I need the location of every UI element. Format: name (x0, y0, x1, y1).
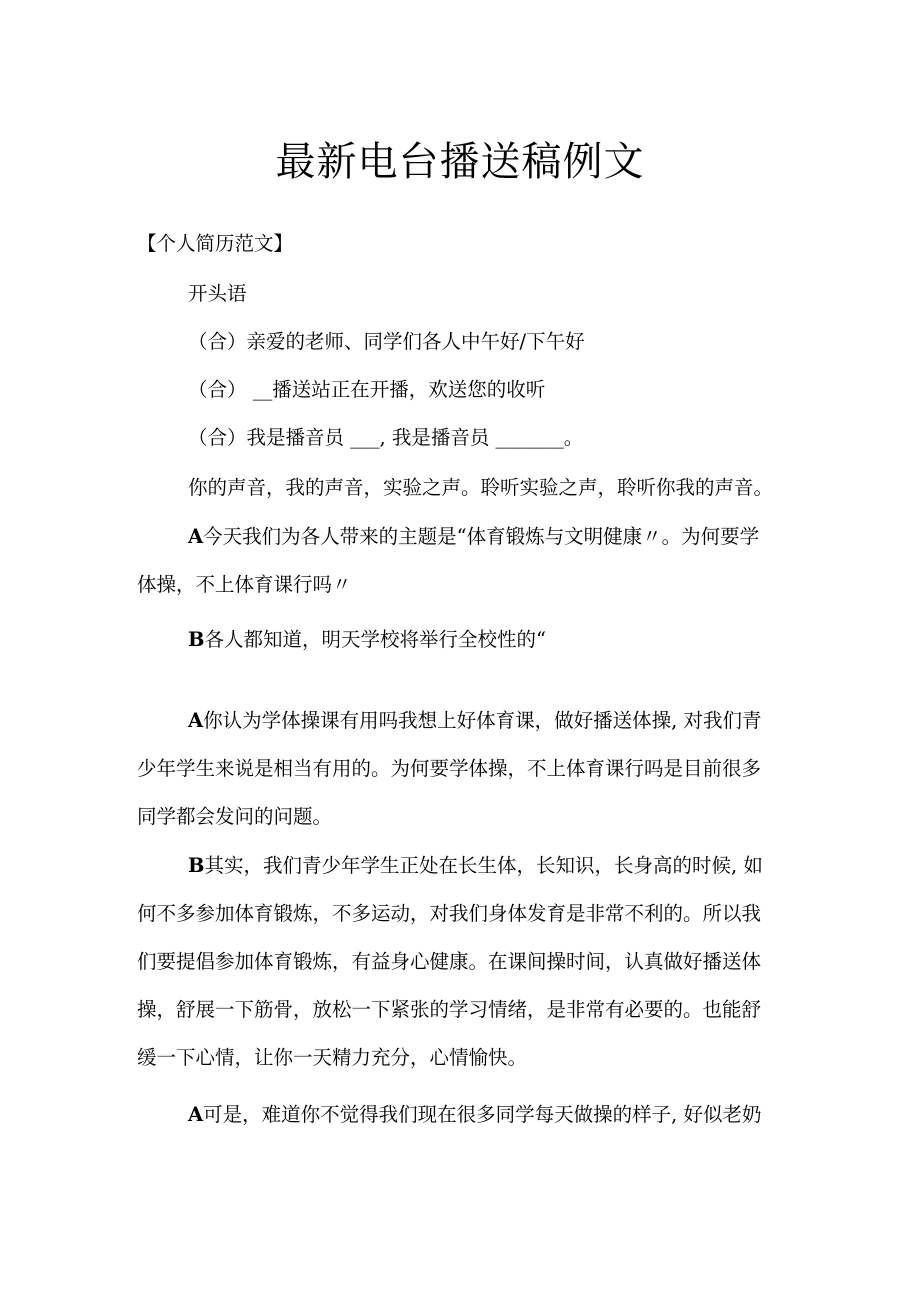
paragraph-text: 可是，难道你不觉得我们现在很多同学每天做操的样子, 好似老奶 (203, 1103, 762, 1126)
paragraph-text: 各人都知道，明天学校将举行全校性的“ (204, 628, 546, 651)
opening-heading: 开头语 (188, 282, 247, 305)
speaker-label: B (188, 628, 205, 651)
paragraph-3-first-line (188, 706, 762, 736)
paragraph-text: 其实，我们青少年学生正处在长生体，长知识，长身高的时候, 如 (204, 854, 763, 877)
opening-line-1: （合）亲爱的老师、同学们各人中午好/下午好 (188, 330, 585, 353)
paragraph-4-line-3: 们要提倡参加体育锻炼，有益身心健康。在课间操时间，认真做好播送体 (137, 950, 762, 973)
paragraph-3-line-2: 少年学生来说是相当有用的。为何要学体操，不上体育课行吗是目前很多 (137, 757, 762, 780)
opening-line-4: 你的声音，我的声音，实验之声。聆听实验之声，聆听你我的声音。 (188, 476, 774, 499)
speaker-label: A (188, 709, 204, 732)
opening-line-3: （合）我是播音员 ___, 我是播音员 _______。 (188, 426, 584, 449)
page-title: 最新电台播送稿例文 (275, 139, 645, 185)
paragraph-4-line-4: 操，舒展一下筋骨，放松一下紧张的学习情绪，是非常有必要的。也能舒 (137, 998, 762, 1021)
speaker-label: A (188, 525, 204, 548)
paragraph-1-first-line (188, 522, 759, 552)
speaker-label: B (188, 854, 205, 877)
paragraph-3-line-3: 同学都会发问的问题。 (137, 805, 333, 828)
paragraph-1-line-2: 体操，不上体育课行吗〃 (137, 573, 352, 596)
paragraph-4-line-2: 何不多参加体育锻炼，不多运动，对我们身体发育是非常不利的。所以我 (137, 902, 762, 925)
speaker-label: A (188, 1103, 204, 1126)
paragraph-4-line-5: 缓一下心情，让你一天精力充分，心情愉快。 (137, 1046, 528, 1069)
paragraph-2-first-line (188, 625, 546, 655)
paragraph-text: 你认为学体操课有用吗我想上好体育课，做好播送体操, 对我们青 (203, 709, 762, 732)
section-label: 【个人简历范文】 (137, 232, 294, 255)
paragraph-text: 今天我们为各人带来的主题是“体育锻炼与文明健康〃。为何要学 (203, 525, 760, 548)
paragraph-4-first-line (188, 851, 763, 881)
paragraph-5-first-line (188, 1100, 762, 1130)
opening-line-2: （合） __播送站正在开播，欢送您的收听 (188, 378, 546, 401)
